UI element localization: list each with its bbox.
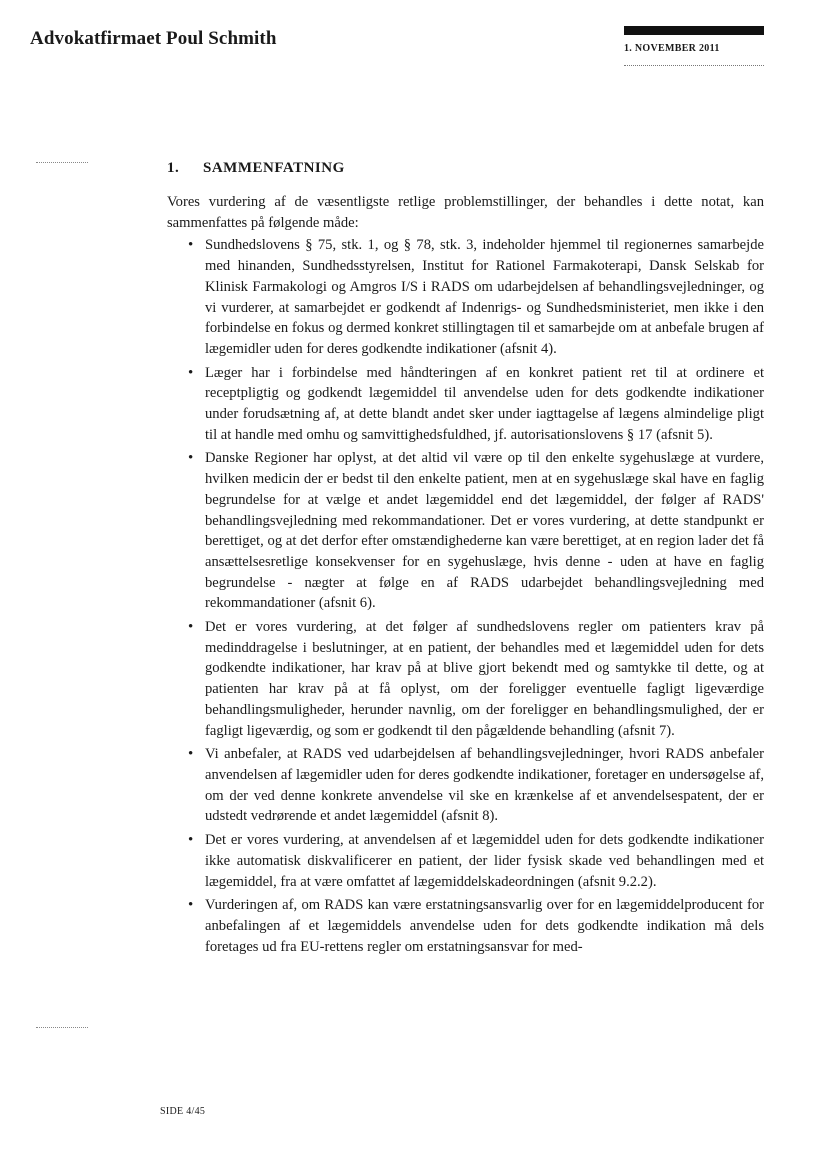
list-item-text: Danske Regioner har oplyst, at det altid vil være op til den enkelte sygehuslæge at vurdere, hvilken medicin der er bedst til den enkelte patient, men at en sygehuslæge skal have en faglig begrundelse for at vælge et andet lægemiddel end det lægemiddel, der følger af RADS' behandlingsvejledning med rekommandationer. Det er vores vurdering, at dette standpunkt er berettiget, og at det derfor efter omstændighederne kan være berettiget, at en region lader det få ansættelsesretlige konsekvenser for en sygehuslæge, hvis denne - uden at have en faglig begrundelse - nægter at følge en af RADS udarbejdet behandlingsvejledning med rekommandationer (afsnit 6). <box>205 450 764 612</box>
list-item <box>167 448 764 614</box>
list-item-text: Det er vores vurdering, at anvendelsen af et lægemiddel uden for dets godkendte indikationer ikke automatisk diskvalificerer en patient, der lider fysisk skade ved behandlingen med et lægemiddel, fra at være omfattet af lægemiddelskadeordningen (afsnit 9.2.2). <box>205 832 764 890</box>
bullet-icon: • <box>188 832 194 849</box>
date-divider <box>624 65 764 66</box>
bullet-icon: • <box>188 897 194 914</box>
list-item <box>167 830 764 892</box>
list-item-text: Det er vores vurdering, at det følger af sundhedslovens regler om patienters krav på medinddragelse i beslutninger, at en patient, der behandles med et lægemiddel uden for dets godkendte indikationer, har krav på at blive gjort bekendt med og samtykke til dette, og at patienten har krav på at få oplyst, om der foreligger eventuelle fagligt ligeværdige behandlingsmuligheder, herunder navnlig, om der foreligger en behandlingsmulighed, der er fagligt ligeværdig, og som er godkendt til den pågældende behandling (afsnit 7). <box>205 619 764 739</box>
page-number: SIDE 4/45 <box>160 1106 206 1117</box>
firm-name: Advokatfirmaet Poul Schmith <box>30 28 277 49</box>
list-item-text: Læger har i forbindelse med håndteringen af en konkret patient ret til at ordinere et receptpligtig og godkendt lægemiddel til anvendelse uden for dets godkendte indikationer under forudsætning af, at dette blandt andet sker under iagttagelse af lægens almindelige pligt til at handle med omhu og samvittighedsfuldhed, jf. autorisationslovens § 17 (afsnit 5). <box>205 364 764 443</box>
bullet-icon: • <box>188 450 194 467</box>
summary-list <box>167 235 764 957</box>
list-item-text: Vi anbefaler, at RADS ved udarbejdelsen af behandlingsvejledninger, hvori RADS anbefaler anvendelsen af lægemidler uden for deres godkendte indikationer, foretager en undersøgelse af, om der ved denne konkrete anvendelse vil ske en krænkelse af et anvendelsespatent, der er udstedt vedrørende et andet lægemiddel (afsnit 8). <box>205 746 764 825</box>
document-body <box>167 192 764 960</box>
margin-marker-top <box>36 162 88 163</box>
header-bar <box>624 26 764 35</box>
list-item <box>167 744 764 827</box>
bullet-icon: • <box>188 237 194 254</box>
list-item-text: Sundhedslovens § 75, stk. 1, og § 78, stk. 3, indeholder hjemmel til regionernes samarbejde med hinanden, Sundhedsstyrelsen, Institut for Rationel Farmakoterapi, Dansk Selskab for Klinisk Farmakologi og Amgros I/S i RADS om udarbejdelsen af behandlingsvejledninger, og vi vurderer, at samarbejdet er godkendt af Indenrigs- og Sundhedsministeriet, men ikke i den forbindelse en fokus og dermed konkret stillingtagen til et samarbejde om at anbefale brugen af lægemidler uden for deres godkendte indikationer (afsnit 4). <box>205 237 764 357</box>
document-date: 1. NOVEMBER 2011 <box>624 43 720 54</box>
list-item-text: Vurderingen af, om RADS kan være erstatningsansvarlig over for en lægemiddelproducent for anbefalingen af et lægemiddels anvendelse uden for dets godkendte indikation må dels foretages ud fra EU-rettens regler om erstatningsansvar for med- <box>205 897 764 955</box>
section-title: SAMMENFATNING <box>203 160 345 176</box>
list-item <box>167 363 764 446</box>
section-heading <box>167 160 345 177</box>
list-item <box>167 895 764 957</box>
bullet-icon: • <box>188 619 194 636</box>
list-item <box>167 235 764 359</box>
intro-paragraph: Vores vurdering af de væsentligste retlige problemstillinger, der behandles i dette notat, kan sammenfattes på følgende måde: <box>167 194 764 231</box>
bullet-icon: • <box>188 746 194 763</box>
margin-marker-bottom <box>36 1027 88 1028</box>
section-number: 1. <box>167 160 180 176</box>
list-item <box>167 617 764 741</box>
bullet-icon: • <box>188 364 194 381</box>
